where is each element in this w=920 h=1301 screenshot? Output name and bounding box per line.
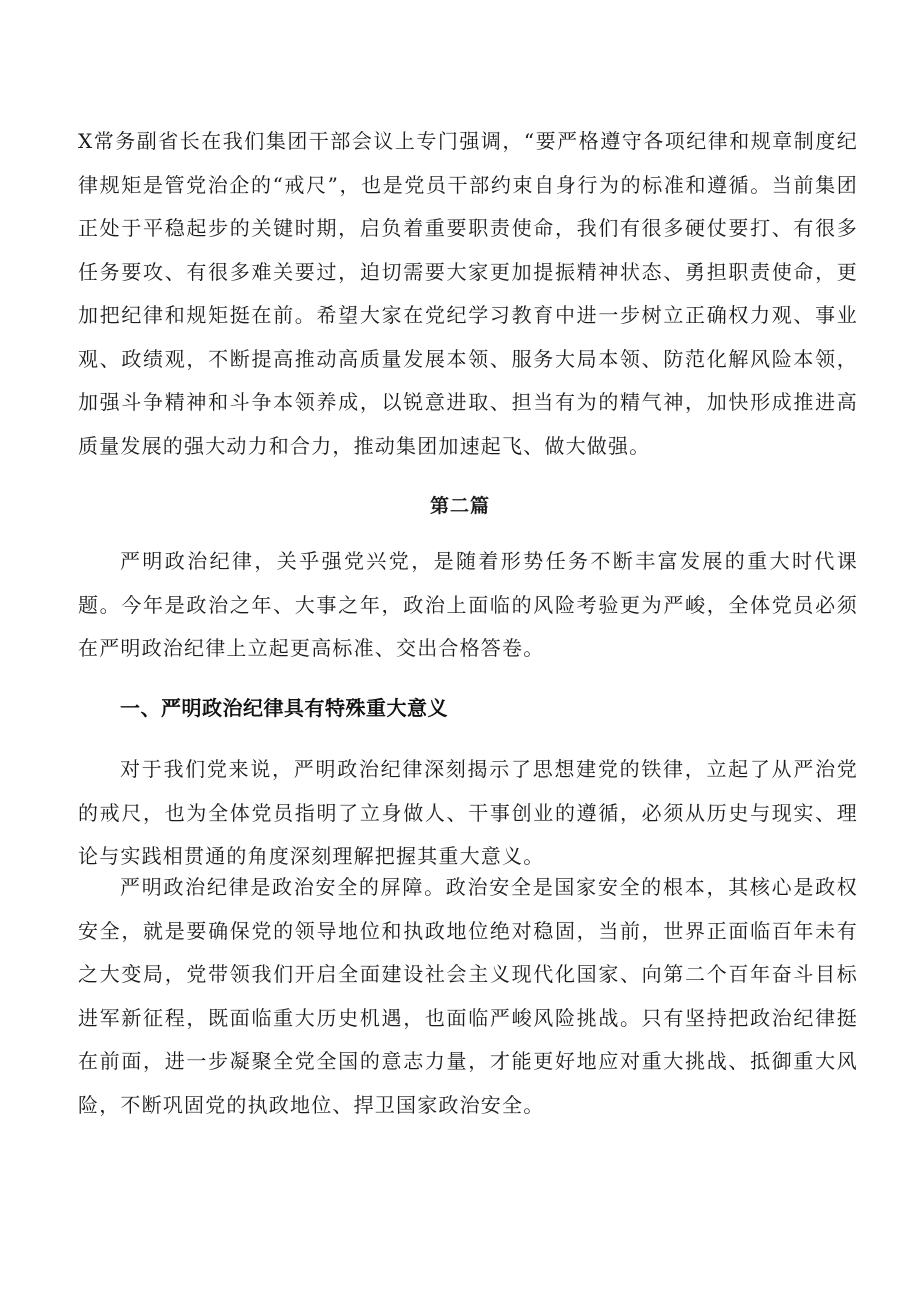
body-paragraph: X常务副省长在我们集团干部会议上专门强调，“要严格遵守各项纪律和规章制度纪律规矩是管党治企的“戒尺”，也是党员干部约束自身行为的标准和遵循。当前集团正处于平稳起步的关键时期，启负着重要职责使命，我们有很多硬仗要打、有很多任务要攻、有很多难关要过，迫切需要大家更加提振精神状态、勇担职责使命，更加把纪律和规矩挺在前。希望大家在党纪学习教育中进一步树立正确权力观、事业观、政绩观，不断提高推动高质量发展本领、服务大局本领、防范化解风险本领，加强斗争精神和斗争本领养成，以锐意进取、担当有为的精气神，加快形成推进高质量发展的强大动力和合力，推动集团加速起飞、做大做强。	[78, 129, 858, 458]
body-paragraph: 对于我们党来说，严明政治纪律深刻揭示了思想建党的铁律，立起了从严治党的戒尺，也为全体党员指明了立身做人、干事创业的遵循，必须从历史与现实、理论与实践相贯通的角度深刻理解把握其重大意义。	[78, 757, 858, 868]
section-title: 第二篇	[429, 495, 490, 517]
body-paragraph: 严明政治纪律是政治安全的屏障。政治安全是国家安全的根本，其核心是政权安全，就是要确保党的领导地位和执政地位绝对稳固，当前，世界正面临百年未有之大变局，党带领我们开启全面建设社会主义现代化国家、向第二个百年奋斗目标进军新征程，既面临重大历史机遇，也面临严峻风险挑战。只有坚持把政治纪律挺在前面，进一步凝聚全党全国的意志力量，才能更好地应对重大挑战、抵御重大风险，不断巩固党的执政地位、捍卫国家政治安全。	[78, 875, 858, 1117]
section-heading: 一、严明政治纪律具有特殊重大意义	[120, 696, 448, 720]
body-paragraph: 严明政治纪律，关乎强党兴党，是随着形势任务不断丰富发展的重大时代课题。今年是政治之年、大事之年，政治上面临的风险考验更为严峻，全体党员必须在严明政治纪律上立起更高标准、交出合格答卷。	[78, 549, 858, 660]
